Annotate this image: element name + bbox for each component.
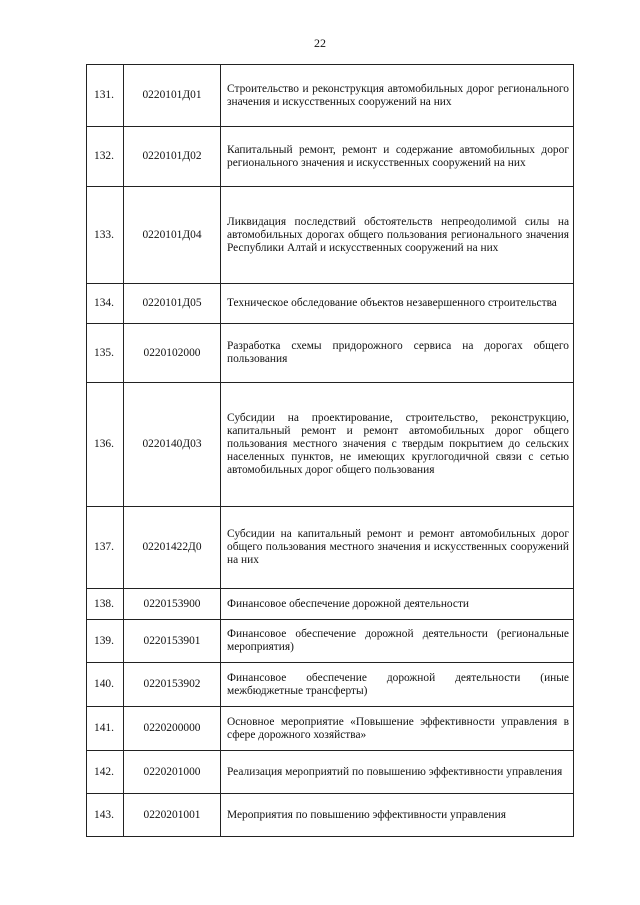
row-description: Техническое обследование объектов незавершенного строительства [221, 284, 574, 324]
row-description: Ликвидация последствий обстоятельств непреодолимой силы на автомобильных дорогах общего пользования регионального значения Республики Алтай и искусственных сооружений на них [221, 187, 574, 284]
row-description: Строительство и реконструкция автомобильных дорог регионального значения и искусственных сооружений на них [221, 65, 574, 127]
table-row [87, 324, 574, 383]
row-code: 0220101Д01 [124, 65, 221, 127]
row-description: Разработка схемы придорожного сервиса на дорогах общего пользования [221, 324, 574, 383]
row-number: 131. [87, 65, 124, 127]
row-number: 135. [87, 324, 124, 383]
row-code: 0220101Д05 [124, 284, 221, 324]
row-number: 143. [87, 794, 124, 837]
row-code: 0220102000 [124, 324, 221, 383]
row-number: 132. [87, 127, 124, 187]
table-row [87, 507, 574, 589]
table-row [87, 65, 574, 127]
table-row [87, 589, 574, 620]
row-description: Капитальный ремонт, ремонт и содержание автомобильных дорог регионального значения и искусственных сооружений на них [221, 127, 574, 187]
row-description: Субсидии на капитальный ремонт и ремонт автомобильных дорог общего пользования местного значения и искусственных сооружений на них [221, 507, 574, 589]
row-number: 140. [87, 663, 124, 707]
row-number: 138. [87, 589, 124, 620]
row-code: 0220101Д02 [124, 127, 221, 187]
table-row [87, 187, 574, 284]
row-code: 0220140Д03 [124, 383, 221, 507]
table-row [87, 620, 574, 663]
row-description: Мероприятия по повышению эффективности управления [221, 794, 574, 837]
table-row [87, 707, 574, 751]
row-code: 0220201001 [124, 794, 221, 837]
row-description: Субсидии на проектирование, строительство, реконструкцию, капитальный ремонт и ремонт автомобильных дорог общего пользования местного значения с твердым покрытием до сельских населенных пунктов, не имеющих круглогодичной связи с сетью автомобильных дорог общего пользования [221, 383, 574, 507]
row-description: Финансовое обеспечение дорожной деятельности [221, 589, 574, 620]
row-number: 137. [87, 507, 124, 589]
table-row [87, 663, 574, 707]
row-number: 142. [87, 751, 124, 794]
row-code: 0220153900 [124, 589, 221, 620]
row-description: Финансовое обеспечение дорожной деятельности (региональные мероприятия) [221, 620, 574, 663]
row-code: 0220153902 [124, 663, 221, 707]
row-code: 0220200000 [124, 707, 221, 751]
row-code: 0220101Д04 [124, 187, 221, 284]
row-description: Основное мероприятие «Повышение эффективности управления в сфере дорожного хозяйства» [221, 707, 574, 751]
row-number: 141. [87, 707, 124, 751]
budget-codes-table [86, 64, 574, 837]
row-number: 139. [87, 620, 124, 663]
row-description: Реализация мероприятий по повышению эффективности управления [221, 751, 574, 794]
row-number: 134. [87, 284, 124, 324]
table-row [87, 284, 574, 324]
row-code: 0220201000 [124, 751, 221, 794]
row-code: 0220153901 [124, 620, 221, 663]
row-code: 02201422Д0 [124, 507, 221, 589]
table-row [87, 383, 574, 507]
row-description: Финансовое обеспечение дорожной деятельности (иные межбюджетные трансферты) [221, 663, 574, 707]
table-row [87, 751, 574, 794]
page-number: 22 [314, 36, 326, 50]
row-number: 133. [87, 187, 124, 284]
row-number: 136. [87, 383, 124, 507]
table-row [87, 127, 574, 187]
table-row [87, 794, 574, 837]
